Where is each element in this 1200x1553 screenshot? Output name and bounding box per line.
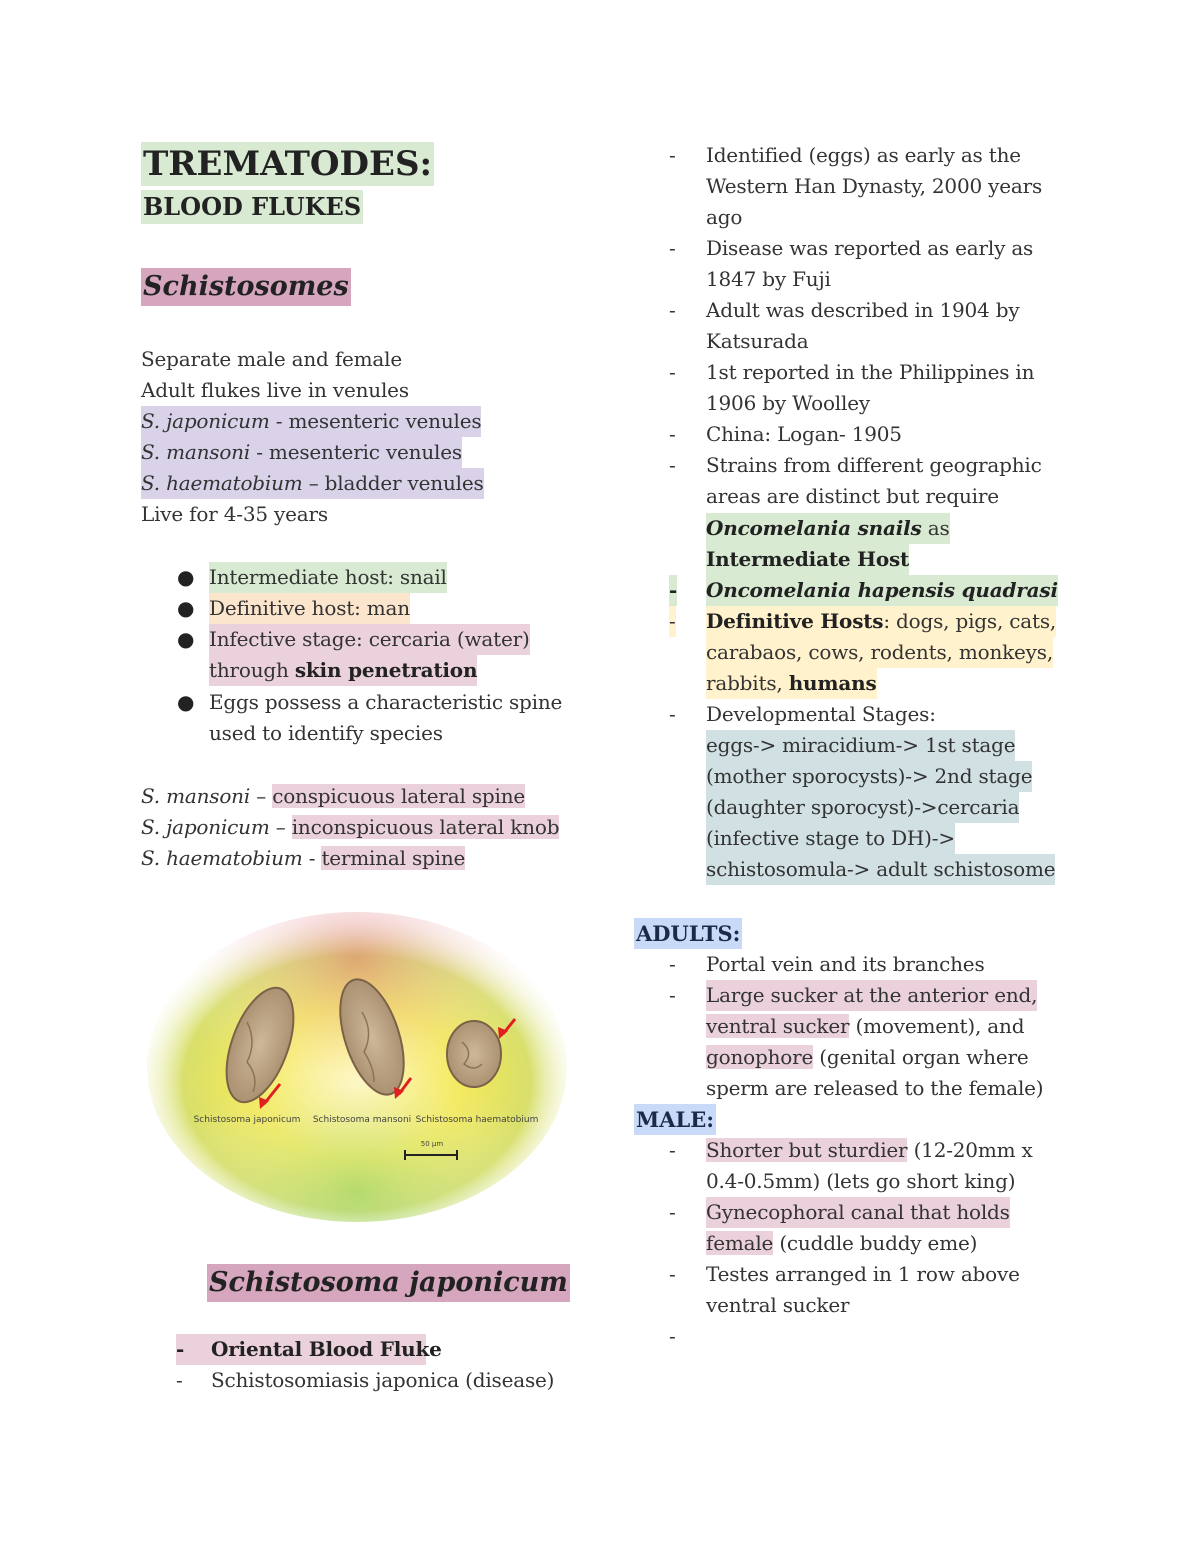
- japonicum-item-2: Schistosomiasis japonica (disease): [211, 1368, 555, 1392]
- snail-line: [706, 513, 950, 544]
- highlight: ventral sucker: [706, 1014, 850, 1038]
- bullet-infective-stage: Infective stage: cercaria (water): [209, 624, 530, 655]
- developmental-stage-line: eggs-> miracidium-> 1st stage: [706, 730, 1015, 761]
- bullet-dot: ●: [177, 690, 195, 714]
- history-line: Western Han Dynasty, 2000 years: [706, 174, 1043, 198]
- history-line: 1847 by Fuji: [706, 267, 831, 291]
- egg-caption-3: Schistosoma haematobium: [415, 1115, 539, 1125]
- bullet-dot: ●: [177, 627, 195, 651]
- dash: -: [669, 298, 676, 322]
- section-heading-japonicum: Schistosoma japonicum: [207, 1264, 570, 1302]
- species-name: S. japonicum: [141, 409, 270, 433]
- italic-bold: Oncomelania snails: [706, 516, 922, 540]
- text: : dogs, pigs, cats,: [883, 609, 1057, 633]
- bullet-eggs-cont: used to identify species: [209, 721, 443, 745]
- intro-text: Separate male and female: [141, 347, 402, 371]
- intro-line: [141, 499, 328, 530]
- history-line: Strains from different geographic: [706, 453, 1042, 477]
- japonicum-item-1: [176, 1334, 442, 1365]
- text: rabbits,: [706, 671, 789, 695]
- dash: -: [669, 575, 677, 606]
- history-line: Adult was described in 1904 by: [706, 298, 1020, 322]
- separator: –: [250, 784, 273, 808]
- dash: -: [669, 1200, 676, 1224]
- history-line: Katsurada: [706, 329, 809, 353]
- intro-text: – bladder venules: [302, 471, 484, 495]
- spine-description: inconspicuous lateral knob: [291, 815, 560, 839]
- section-heading-schistosomes: Schistosomes: [141, 268, 351, 306]
- text: (cuddle buddy eme): [773, 1231, 978, 1255]
- intro-line: [141, 375, 409, 406]
- male-item-1: [706, 1135, 1033, 1166]
- definitive-hosts-line-3: [706, 668, 877, 699]
- dash: -: [669, 702, 676, 726]
- definitive-hosts-line-2: carabaos, cows, rodents, monkeys,: [706, 637, 1053, 668]
- egg-figure-svg: [147, 912, 567, 1227]
- text: (genital organ where: [813, 1045, 1029, 1069]
- item-text: Oriental Blood Fluke: [211, 1337, 442, 1361]
- developmental-stage-line: schistosomula-> adult schistosome: [706, 854, 1055, 885]
- adults-item-2-cont: [706, 1042, 1028, 1073]
- highlight: female: [706, 1231, 774, 1255]
- dash: -: [176, 1337, 185, 1361]
- species-name: S. mansoni: [141, 440, 251, 464]
- intro-line: [141, 406, 481, 437]
- bullet-definitive-host: Definitive host: man: [209, 593, 410, 624]
- intermediate-host-label: Intermediate Host: [706, 544, 909, 575]
- male-item-3-cont: ventral sucker: [706, 1293, 850, 1317]
- dash: -: [669, 360, 676, 384]
- bold-text: skin penetration: [294, 658, 478, 682]
- text: through: [209, 658, 295, 682]
- developmental-stages-label: Developmental Stages:: [706, 702, 936, 726]
- dash: -: [669, 236, 676, 260]
- bold-text: humans: [788, 671, 877, 695]
- intro-text: Adult flukes live in venules: [141, 378, 409, 402]
- egg-figure: [147, 912, 567, 1227]
- dash: -: [669, 1262, 676, 1286]
- spine-line: [141, 812, 559, 843]
- egg-caption-2: Schistosoma mansoni: [312, 1115, 412, 1125]
- history-line: Identified (eggs) as early as the: [706, 143, 1021, 167]
- male-item-1-cont: 0.4-0.5mm) (lets go short king): [706, 1169, 1016, 1193]
- adults-item-2-cont: [706, 1011, 1024, 1042]
- adults-heading: ADULTS:: [634, 918, 742, 949]
- bullet-intermediate-host: Intermediate host: snail: [209, 562, 447, 593]
- separator: -: [302, 846, 322, 870]
- dash: -: [669, 422, 676, 446]
- species-name: S. japonicum: [141, 815, 270, 839]
- history-line: China: Logan- 1905: [706, 422, 902, 446]
- dash: -: [669, 606, 676, 637]
- male-heading: MALE:: [634, 1104, 716, 1135]
- egg-caption-1: Schistosoma japonicum: [193, 1115, 301, 1125]
- hapensis-item: Oncomelania hapensis quadrasi: [706, 575, 1058, 606]
- intro-line: [141, 344, 402, 375]
- species-name: S. mansoni: [141, 784, 251, 808]
- intro-text: - mesenteric venules: [250, 440, 462, 464]
- bullet-dot: ●: [177, 596, 195, 620]
- species-name: S. haematobium: [141, 846, 303, 870]
- spine-description: terminal spine: [321, 846, 466, 870]
- scale-label: 50 µm: [420, 1140, 444, 1148]
- male-item-2-cont: [706, 1228, 977, 1259]
- dash: -: [669, 1324, 676, 1348]
- developmental-stage-line: (mother sporocysts)-> 2nd stage: [706, 761, 1032, 792]
- history-line: Disease was reported as early as: [706, 236, 1034, 260]
- bullet-infective-stage-cont: [209, 655, 477, 686]
- species-name: S. haematobium: [141, 471, 303, 495]
- adults-item-2-cont: sperm are released to the female): [706, 1076, 1044, 1100]
- egg-3: [447, 1021, 501, 1087]
- dash: -: [669, 1138, 676, 1162]
- highlight: Shorter but sturdier: [706, 1138, 908, 1162]
- male-item-3: Testes arranged in 1 row above: [706, 1262, 1020, 1286]
- developmental-stage-line: (infective stage to DH)->: [706, 823, 955, 854]
- spine-line: [141, 843, 465, 874]
- dash: -: [669, 983, 676, 1007]
- spine-line: [141, 781, 525, 812]
- text: (12-20mm x: [907, 1138, 1033, 1162]
- adults-item-1: Portal vein and its branches: [706, 952, 985, 976]
- page-title: TREMATODES:: [143, 144, 433, 184]
- developmental-stage-line: (daughter sporocyst)->cercaria: [706, 792, 1019, 823]
- highlight: gonophore: [706, 1045, 814, 1069]
- male-item-2: Gynecophoral canal that holds: [706, 1197, 1010, 1228]
- intro-text: - mesenteric venules: [269, 409, 482, 433]
- text: as: [921, 516, 950, 540]
- bullet-dot: ●: [177, 565, 195, 589]
- adults-item-2: Large sucker at the anterior end,: [706, 980, 1037, 1011]
- bold-text: Definitive Hosts: [706, 609, 884, 633]
- separator: –: [269, 815, 292, 839]
- dash: -: [669, 952, 676, 976]
- definitive-hosts-line-1: [706, 606, 1056, 637]
- history-line: ago: [706, 205, 743, 229]
- history-line: areas are distinct but require: [706, 484, 999, 508]
- dash: -: [176, 1368, 183, 1392]
- dash: -: [669, 143, 676, 167]
- history-line: 1906 by Woolley: [706, 391, 870, 415]
- page-subtitle: BLOOD FLUKES: [141, 190, 363, 224]
- intro-line: [141, 468, 484, 499]
- text: (movement), and: [849, 1014, 1025, 1038]
- spine-description: conspicuous lateral spine: [272, 784, 526, 808]
- intro-text: Live for 4-35 years: [141, 502, 328, 526]
- dash: -: [669, 453, 676, 477]
- bullet-eggs: Eggs possess a characteristic spine: [209, 690, 563, 714]
- intro-line: [141, 437, 462, 468]
- history-line: 1st reported in the Philippines in: [706, 360, 1035, 384]
